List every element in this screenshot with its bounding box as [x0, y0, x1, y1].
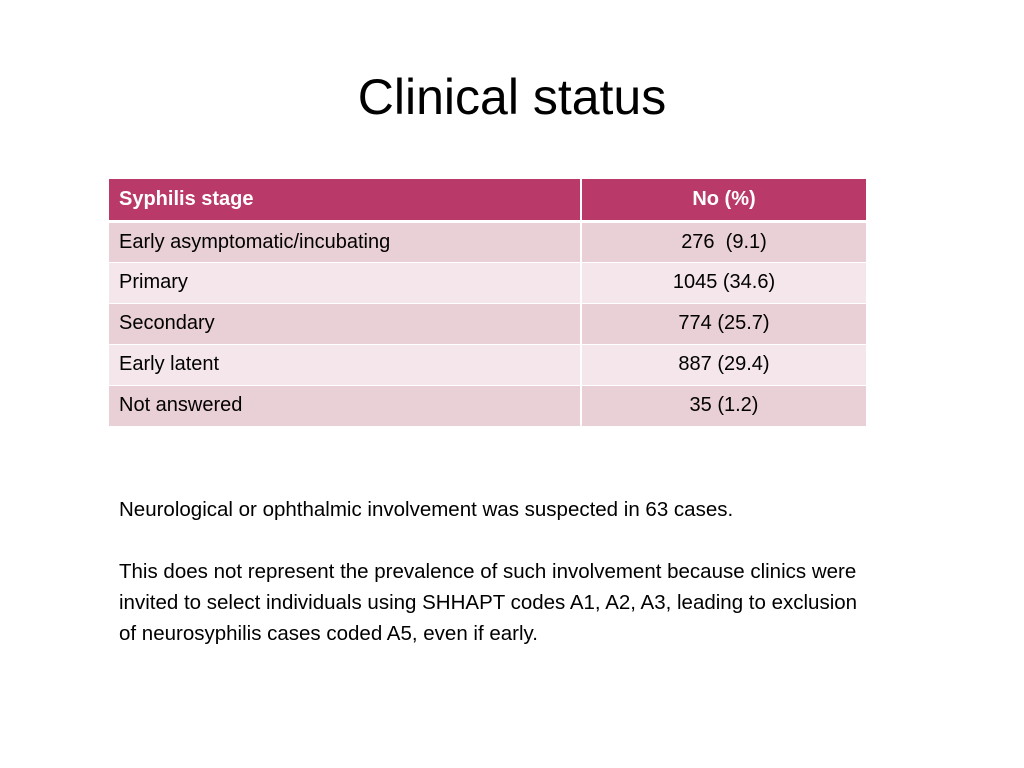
table-row [109, 262, 866, 303]
table-row [109, 221, 866, 262]
slide-title: Clinical status [357, 69, 667, 125]
stage-cell: Primary [109, 262, 581, 303]
header-syphilis-stage: Syphilis stage [109, 179, 581, 221]
value-cell: 276 (9.1) [581, 221, 866, 262]
syphilis-stage-table [109, 179, 866, 427]
note-involvement: Neurological or ophthalmic involvement was suspected in 63 cases. [119, 498, 734, 521]
stage-cell: Secondary [109, 303, 581, 344]
header-no-percent: No (%) [581, 179, 866, 221]
table-row [109, 344, 866, 385]
table-row [109, 303, 866, 344]
notes-text [119, 494, 879, 649]
stage-cell: Not answered [109, 385, 581, 426]
value-cell: 1045 (34.6) [581, 262, 866, 303]
table-row [109, 385, 866, 426]
note-prevalence-caveat: This does not represent the prevalence of such involvement because clinics were invited to select individuals using SHHAPT codes A1, A2, A3, leading to exclusion of neurosyphilis cases coded A5, even if early. [119, 560, 858, 645]
value-cell: 35 (1.2) [581, 385, 866, 426]
stage-cell: Early latent [109, 344, 581, 385]
stage-cell: Early asymptomatic/incubating [109, 221, 581, 262]
value-cell: 887 (29.4) [581, 344, 866, 385]
table-header-row [109, 179, 866, 221]
value-cell: 774 (25.7) [581, 303, 866, 344]
